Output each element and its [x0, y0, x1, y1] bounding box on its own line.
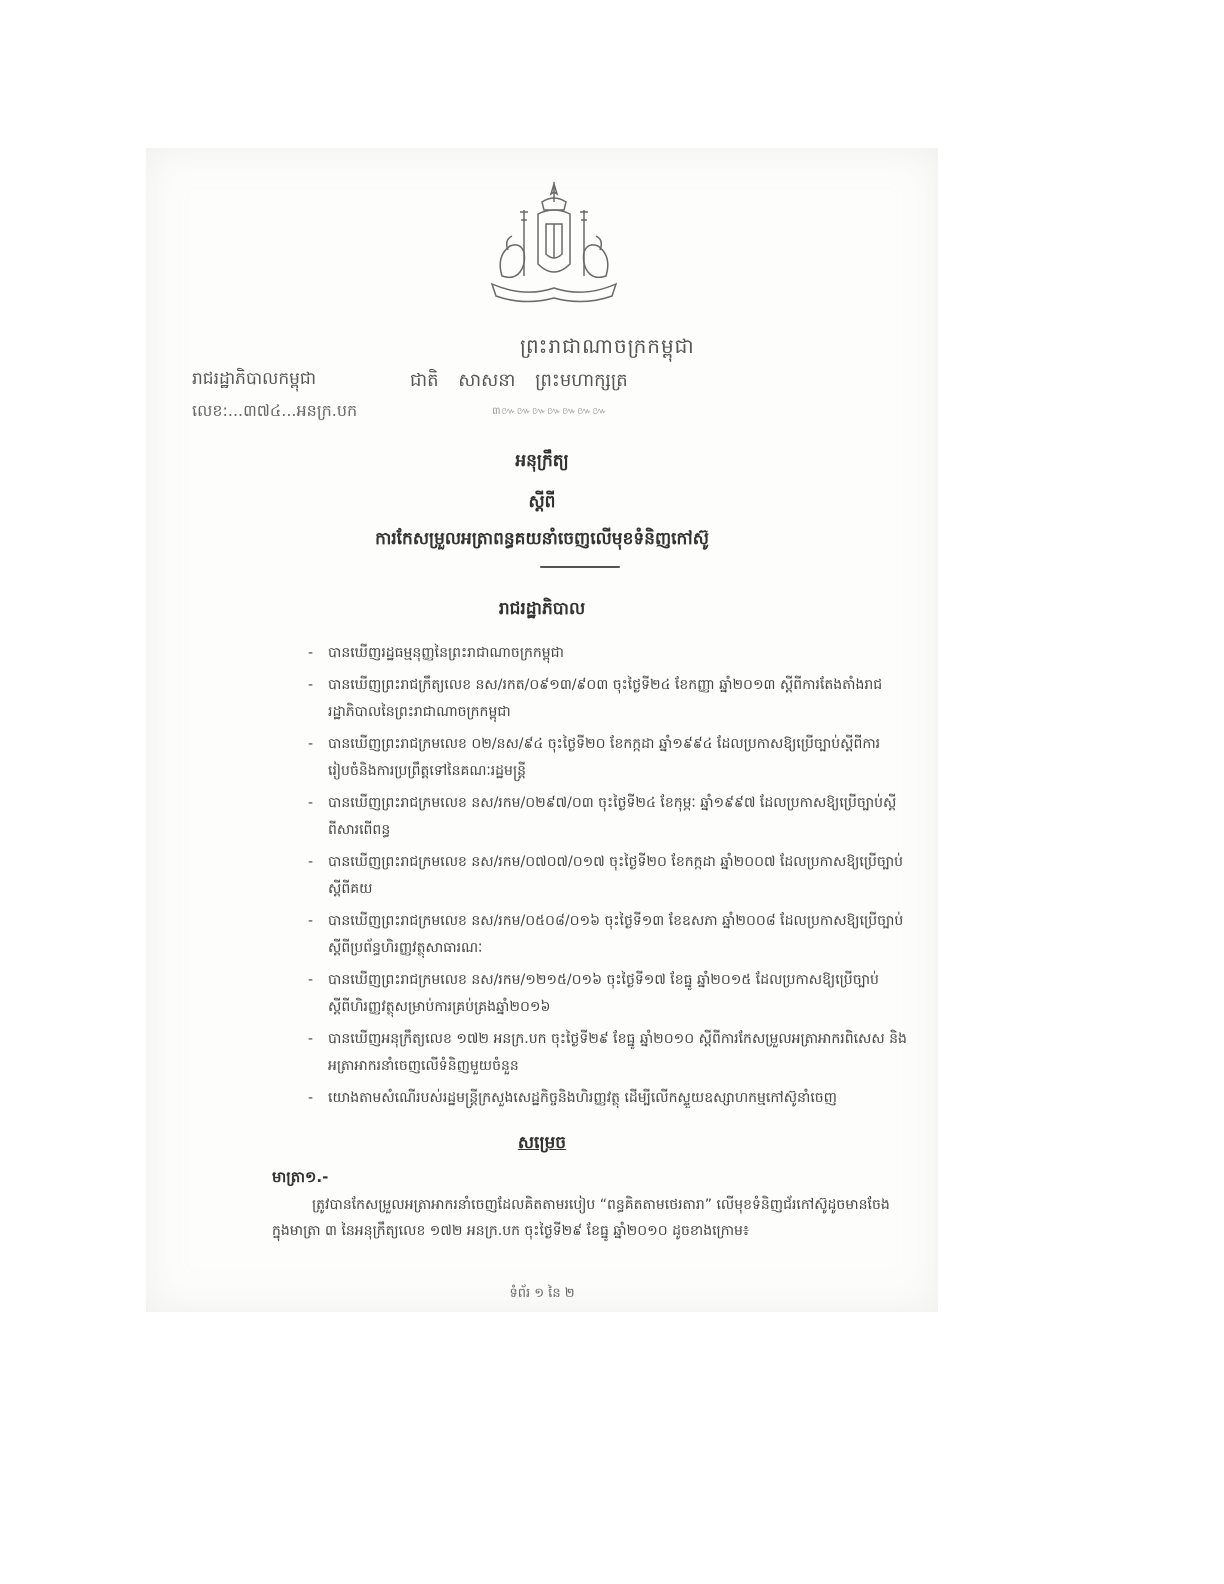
- about-label: ស្តីពី: [528, 492, 556, 512]
- list-item: - បានឃើញអនុក្រឹត្យលេខ ១៧២ អនក្រ.បក ចុះថ្ងៃទី២៩ ខែធ្នូ ឆ្នាំ២០១០ ស្តីពីការកែសម្រួលអត្រាអាករពិសេស និងអត្រាអាករនាំចេញលើទំនិញមួយចំនួន: [308, 1026, 908, 1080]
- reference-number: លេខ:...៣៧៤...អនក្រ.បក: [192, 401, 358, 420]
- list-item: - បានឃើញព្រះរាជក្រឹត្យលេខ នស/រកត/០៩១៣/៩០៣ ចុះថ្ងៃទី២៤ ខែកញ្ញា ឆ្នាំ២០១៣ ស្តីពីការតែងតាំងរាជរដ្ឋាភិបាលនៃព្រះរាជាណាចក្រកម្ពុជា: [308, 672, 908, 726]
- considerations-list: [308, 640, 908, 1117]
- list-item: - បានឃើញព្រះរាជក្រមលេខ នស/រកម/០២៩៧/០៣ ចុះថ្ងៃទី២៤ ខែកុម្ភៈ ឆ្នាំ១៩៩៧ ដែលប្រកាសឱ្យប្រើច្បាប់ស្តីពីសារពើពន្ធ: [308, 790, 908, 844]
- issuer-heading: រាជរដ្ឋាភិបាល: [498, 599, 586, 619]
- royal-coat-of-arms-icon: [484, 180, 624, 310]
- article-text: ត្រូវបានកែសម្រួលអត្រាអាករនាំចេញដែលគិតតាមរបៀប “ពន្ធគិតតាមថេរតារា” លើមុខទំនិញជ័រកៅស៊ូដូចមានចែងក្នុងមាត្រា ៣ នៃអនុក្រឹត្យលេខ ១៧២ អនក្រ.បក ចុះថ្ងៃទី២៩ ខែធ្នូ ឆ្នាំ២០១០ ដូចខាងក្រោម៖: [272, 1197, 890, 1239]
- list-item: - បានឃើញរដ្ឋធម្មនុញ្ញនៃព្រះរាជាណាចក្រកម្ពុជា: [308, 640, 908, 667]
- list-item: - យោងតាមសំណើរបស់រដ្ឋមន្ត្រីក្រសួងសេដ្ឋកិច្ចនិងហិរញ្ញវត្ថុ ដើម្បីលើកស្ទួយឧស្សាហកម្មកៅស៊ូនាំចេញ: [308, 1085, 908, 1112]
- title-separator: [540, 566, 620, 568]
- document-title: ការកែសម្រួលអត្រាពន្ធគយនាំចេញលើមុខទំនិញកៅស៊ូ: [375, 529, 709, 549]
- list-item: - បានឃើញព្រះរាជក្រមលេខ នស/រកម/១២១៥/០១៦ ចុះថ្ងៃទី១៧ ខែធ្នូ ឆ្នាំ២០១៥ ដែលប្រកាសឱ្យប្រើច្បាប់ស្តីពីហិរញ្ញវត្ថុសម្រាប់ការគ្រប់គ្រងឆ្នាំ២០១៦: [308, 967, 908, 1021]
- decorative-motto-line: ៣៚៚៚៚៚៚៚: [492, 406, 608, 417]
- list-item: - បានឃើញព្រះរាជក្រមលេខ នស/រកម/០៥០៨/០១៦ ចុះថ្ងៃទី១៣ ខែឧសភា ឆ្នាំ២០០៨ ដែលប្រកាសឱ្យប្រើច្បាប់ស្តីពីប្រព័ន្ធហិរញ្ញវត្ថុសាធារណៈ: [308, 908, 908, 962]
- list-item: - បានឃើញព្រះរាជក្រមលេខ ០២/នស/៩៤ ចុះថ្ងៃទី២០ ខែកក្កដា ឆ្នាំ១៩៩៤ ដែលប្រកាសឱ្យប្រើច្បាប់ស្តីពីការរៀបចំនិងការប្រព្រឹត្តទៅនៃគណៈរដ្ឋមន្ត្រី: [308, 731, 908, 785]
- decision-heading: សម្រេច: [517, 1133, 567, 1153]
- list-item: - បានឃើញព្រះរាជក្រមលេខ នស/រកម/០៧០៧/០១៧ ចុះថ្ងៃទី២០ ខែកក្កដា ឆ្នាំ២០០៧ ដែលប្រកាសឱ្យប្រើច្បាប់ស្តីពីគយ: [308, 849, 908, 903]
- article-label: មាត្រា១.-: [272, 1168, 329, 1186]
- document-type: អនុក្រឹត្យ: [515, 451, 569, 471]
- government-label: រាជរដ្ឋាភិបាលកម្ពុជា: [192, 369, 317, 389]
- kingdom-heading: ព្រះរាជាណាចក្រកម្ពុជា: [520, 334, 695, 358]
- national-motto: ជាតិ សាសនា ព្រះមហាក្សត្រ: [410, 370, 628, 391]
- page-number: ទំព័រ ១ នៃ ២: [509, 1286, 575, 1301]
